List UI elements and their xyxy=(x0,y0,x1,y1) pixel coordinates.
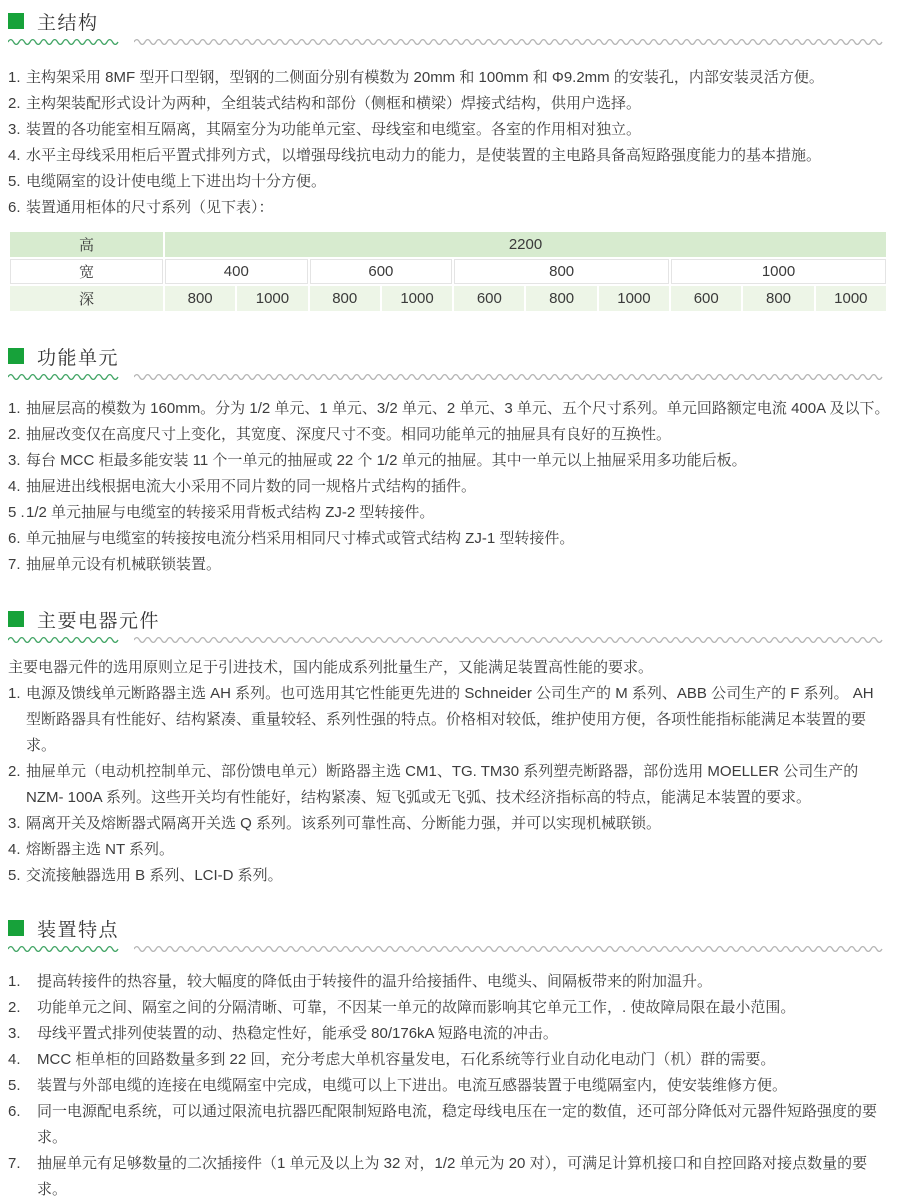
table-cell-label: 高 xyxy=(9,231,164,258)
list-item-text: 每台 MCC 柜最多能安装 11 个一单元的抽屉或 22 个 1/2 单元的抽屉。其中一单元以上抽屉采用多功能后板。 xyxy=(26,452,747,469)
list-item-text: 装置与外部电缆的连接在电缆隔室中完成，电缆可以上下进出。电流互感器装置于电缆隔室内，使安装维修方便。 xyxy=(37,1077,788,1094)
section-functional-units xyxy=(8,343,890,578)
table-cell: 400 xyxy=(164,258,309,285)
table-cell: 1000 xyxy=(815,285,887,312)
list-item xyxy=(8,117,890,143)
section-bullet-icon xyxy=(8,611,24,627)
list-item-number: 4. xyxy=(8,1051,21,1068)
list-item xyxy=(8,474,890,500)
list-item-number: 6. xyxy=(8,530,21,547)
list-item xyxy=(8,65,890,91)
list-item xyxy=(8,526,890,552)
list-item-number: 2. xyxy=(8,95,21,112)
section-header xyxy=(8,8,890,34)
table-cell: 1000 xyxy=(236,285,308,312)
list-item-text: 装置的各功能室相互隔离，其隔室分为功能单元室、母线室和电缆室。各室的作用相对独立。 xyxy=(26,121,642,138)
table-row-depth xyxy=(9,285,887,312)
list-item-text: MCC 柜单柜的回路数量多到 22 回，充分考虑大单机容量发电，石化系统等行业自动化电动门（机）群的需要。 xyxy=(37,1051,776,1068)
list-item-number: 2. xyxy=(8,999,21,1016)
list-item-text: 电源及馈线单元断路器主选 AH 系列。也可选用其它性能更先进的 Schneider 公司生产的 M 系列、ABB 公司生产的 F 系列。 AH 型断路器具有性能好、结构紧凑、重量较轻、系列性强的特点。价格相对较低，维护使用方便，各项性能指标能满足本装置的要求。 xyxy=(26,685,874,754)
title-underline xyxy=(8,372,890,380)
section-header xyxy=(8,915,890,941)
list-item-number: 1. xyxy=(8,973,21,990)
list-item-text: 交流接触器选用 B 系列、LCI-D 系列。 xyxy=(26,867,283,884)
list-item-text: 抽屉单元有足够数量的二次插接件（1 单元及以上为 32 对，1/2 单元为 20 对），可满足计算机接口和自控回路对接点数量的要求。 xyxy=(37,1155,868,1198)
list-item xyxy=(8,863,890,889)
main-components-list xyxy=(8,681,890,889)
title-underline xyxy=(8,37,890,45)
list-item xyxy=(8,811,890,837)
list-item xyxy=(8,422,890,448)
table-cell-label: 宽 xyxy=(9,258,164,285)
list-item-number: 2. xyxy=(8,763,21,780)
section-title: 主要电器元件 xyxy=(37,610,161,632)
table-cell: 600 xyxy=(670,285,742,312)
list-item xyxy=(8,396,890,422)
table-cell: 600 xyxy=(309,258,454,285)
table-cell: 1000 xyxy=(670,258,887,285)
table-cell: 800 xyxy=(309,285,381,312)
section-title: 装置特点 xyxy=(37,919,120,941)
list-item-text: 抽屉进出线根据电流大小采用不同片数的同一规格片式结构的插件。 xyxy=(26,478,477,495)
section-title: 主结构 xyxy=(37,12,99,34)
list-item xyxy=(8,195,890,221)
table-cell: 800 xyxy=(525,285,597,312)
list-item-number: 1. xyxy=(8,685,21,702)
list-item-number: 4. xyxy=(8,478,21,495)
list-item xyxy=(8,1099,890,1151)
table-cell: 600 xyxy=(453,285,525,312)
gray-wavy-divider xyxy=(134,37,888,45)
list-item-number: 1. xyxy=(8,400,21,417)
section-bullet-icon xyxy=(8,13,24,29)
list-item xyxy=(8,995,890,1021)
main-structure-list xyxy=(8,65,890,221)
table-cell: 800 xyxy=(742,285,814,312)
list-item xyxy=(8,1047,890,1073)
main-components-intro: 主要电器元件的选用原则立足于引进技术，国内能成系列批量生产，又能满足装置高性能的要求。 xyxy=(8,659,654,676)
list-item xyxy=(8,500,890,526)
list-item-number: 4. xyxy=(8,147,21,164)
list-item-text: 隔离开关及熔断器式隔离开关选 Q 系列。该系列可靠性高、分断能力强，并可以实现机械联锁。 xyxy=(26,815,662,832)
list-item-text: 单元抽屉与电缆室的转接按电流分档采用相同尺寸棒式或管式结构 ZJ-1 型转接件。 xyxy=(26,530,575,547)
list-item-number: 6. xyxy=(8,1103,21,1120)
list-item xyxy=(8,91,890,117)
table-row-height xyxy=(9,231,887,258)
section-bullet-icon xyxy=(8,920,24,936)
list-item-text: 装置通用柜体的尺寸系列（见下表）： xyxy=(26,199,274,216)
section-device-features xyxy=(8,915,890,1203)
section-main-components xyxy=(8,606,890,889)
green-wavy-line xyxy=(8,635,120,643)
list-item-text: 抽屉单元（电动机控制单元、部份馈电单元）断路器主选 CM1、TG. TM30 系列塑壳断路器，部份选用 MOELLER 公司生产的 NZM- 100A 系列。这些开关均有性能好，结构紧凑、短飞弧或无飞弧、技术经济指标高的特点，能满足本装置的要求。 xyxy=(26,763,859,806)
section-header xyxy=(8,343,890,369)
table-cell: 800 xyxy=(453,258,670,285)
list-item xyxy=(8,1021,890,1047)
list-item-text: 抽屉改变仅在高度尺寸上变化，其宽度、深度尺寸不变。相同功能单元的抽屉具有良好的互换性。 xyxy=(26,426,672,443)
gray-wavy-divider xyxy=(134,944,888,952)
list-item xyxy=(8,1151,890,1203)
list-item-number: 3. xyxy=(8,815,21,832)
list-item-text: 抽屉单元设有机械联锁装置。 xyxy=(26,556,222,573)
title-underline xyxy=(8,635,890,643)
device-features-list xyxy=(8,969,890,1203)
list-item-number: 1. xyxy=(8,69,21,86)
gray-wavy-divider xyxy=(134,372,888,380)
list-item-text: 熔断器主选 NT 系列。 xyxy=(26,841,175,858)
list-item-text: 水平主母线采用柜后平置式排列方式，以增强母线抗电动力的能力，是使装置的主电路具备高短路强度能力的基本措施。 xyxy=(26,147,822,164)
functional-units-list xyxy=(8,396,890,578)
list-item-text: 母线平置式排列使装置的动、热稳定性好，能承受 80/176kA 短路电流的冲击。 xyxy=(37,1025,558,1042)
list-item-number: 7. xyxy=(8,556,21,573)
list-item-text: 提高转接件的热容量，较大幅度的降低由于转接件的温升给接插件、电缆头、间隔板带来的附加温升。 xyxy=(37,973,713,990)
list-item xyxy=(8,969,890,995)
list-item xyxy=(8,143,890,169)
list-item-text: 1/2 单元抽屉与电缆室的转接采用背板式结构 ZJ-2 型转接件。 xyxy=(26,504,435,521)
table-cell: 1000 xyxy=(598,285,670,312)
list-item-text: 同一电源配电系统，可以通过限流电抗器匹配限制短路电流，稳定母线电压在一定的数值，还可部分降低对元器件短路强度的要求。 xyxy=(37,1103,878,1146)
table-cell-label: 深 xyxy=(9,285,164,312)
list-item-text: 电缆隔室的设计使电缆上下进出均十分方便。 xyxy=(26,173,327,190)
list-item-text: 功能单元之间、隔室之间的分隔清晰、可靠，不因某一单元的故障而影响其它单元工作，. 使故障局限在最小范围。 xyxy=(37,999,796,1016)
table-cell: 800 xyxy=(164,285,236,312)
list-item-number: 4. xyxy=(8,841,21,858)
list-item-text: 抽屉层高的模数为 160mm。分为 1/2 单元、1 单元、3/2 单元、2 单元、3 单元、五个尺寸系列。单元回路额定电流 400A 及以下。 xyxy=(26,400,890,417)
list-item-number: 5. xyxy=(8,173,21,190)
list-item xyxy=(8,448,890,474)
section-title: 功能单元 xyxy=(37,347,120,369)
list-item-number: 3. xyxy=(8,452,21,469)
list-item-text: 主构架采用 8MF 型开口型钢，型钢的二侧面分别有模数为 20mm 和 100mm 和 Φ9.2mm 的安装孔，内部安装灵活方便。 xyxy=(26,69,824,86)
list-item xyxy=(8,759,890,811)
green-wavy-line xyxy=(8,372,120,380)
list-item-number: 3. xyxy=(8,121,21,138)
list-item-number: 2. xyxy=(8,426,21,443)
list-item-number: 5 . xyxy=(8,504,25,521)
list-item-number: 5. xyxy=(8,1077,21,1094)
title-underline xyxy=(8,944,890,952)
section-header xyxy=(8,606,890,632)
cabinet-size-table xyxy=(8,230,888,313)
list-item xyxy=(8,837,890,863)
gray-wavy-divider xyxy=(134,635,888,643)
table-row-width xyxy=(9,258,887,285)
table-cell: 1000 xyxy=(381,285,453,312)
list-item xyxy=(8,169,890,195)
list-item xyxy=(8,1073,890,1099)
list-item-number: 5. xyxy=(8,867,21,884)
green-wavy-line xyxy=(8,944,120,952)
list-item xyxy=(8,552,890,578)
table-cell: 2200 xyxy=(164,231,887,258)
green-wavy-line xyxy=(8,37,120,45)
list-item-number: 7. xyxy=(8,1155,21,1172)
section-main-structure xyxy=(8,8,890,313)
list-item-text: 主构架装配形式设计为两种，全组装式结构和部份（侧框和横梁）焊接式结构，供用户选择。 xyxy=(26,95,642,112)
section-bullet-icon xyxy=(8,348,24,364)
list-item xyxy=(8,681,890,759)
list-item-number: 6. xyxy=(8,199,21,216)
main-components-content xyxy=(8,655,890,889)
list-item-number: 3. xyxy=(8,1025,21,1042)
